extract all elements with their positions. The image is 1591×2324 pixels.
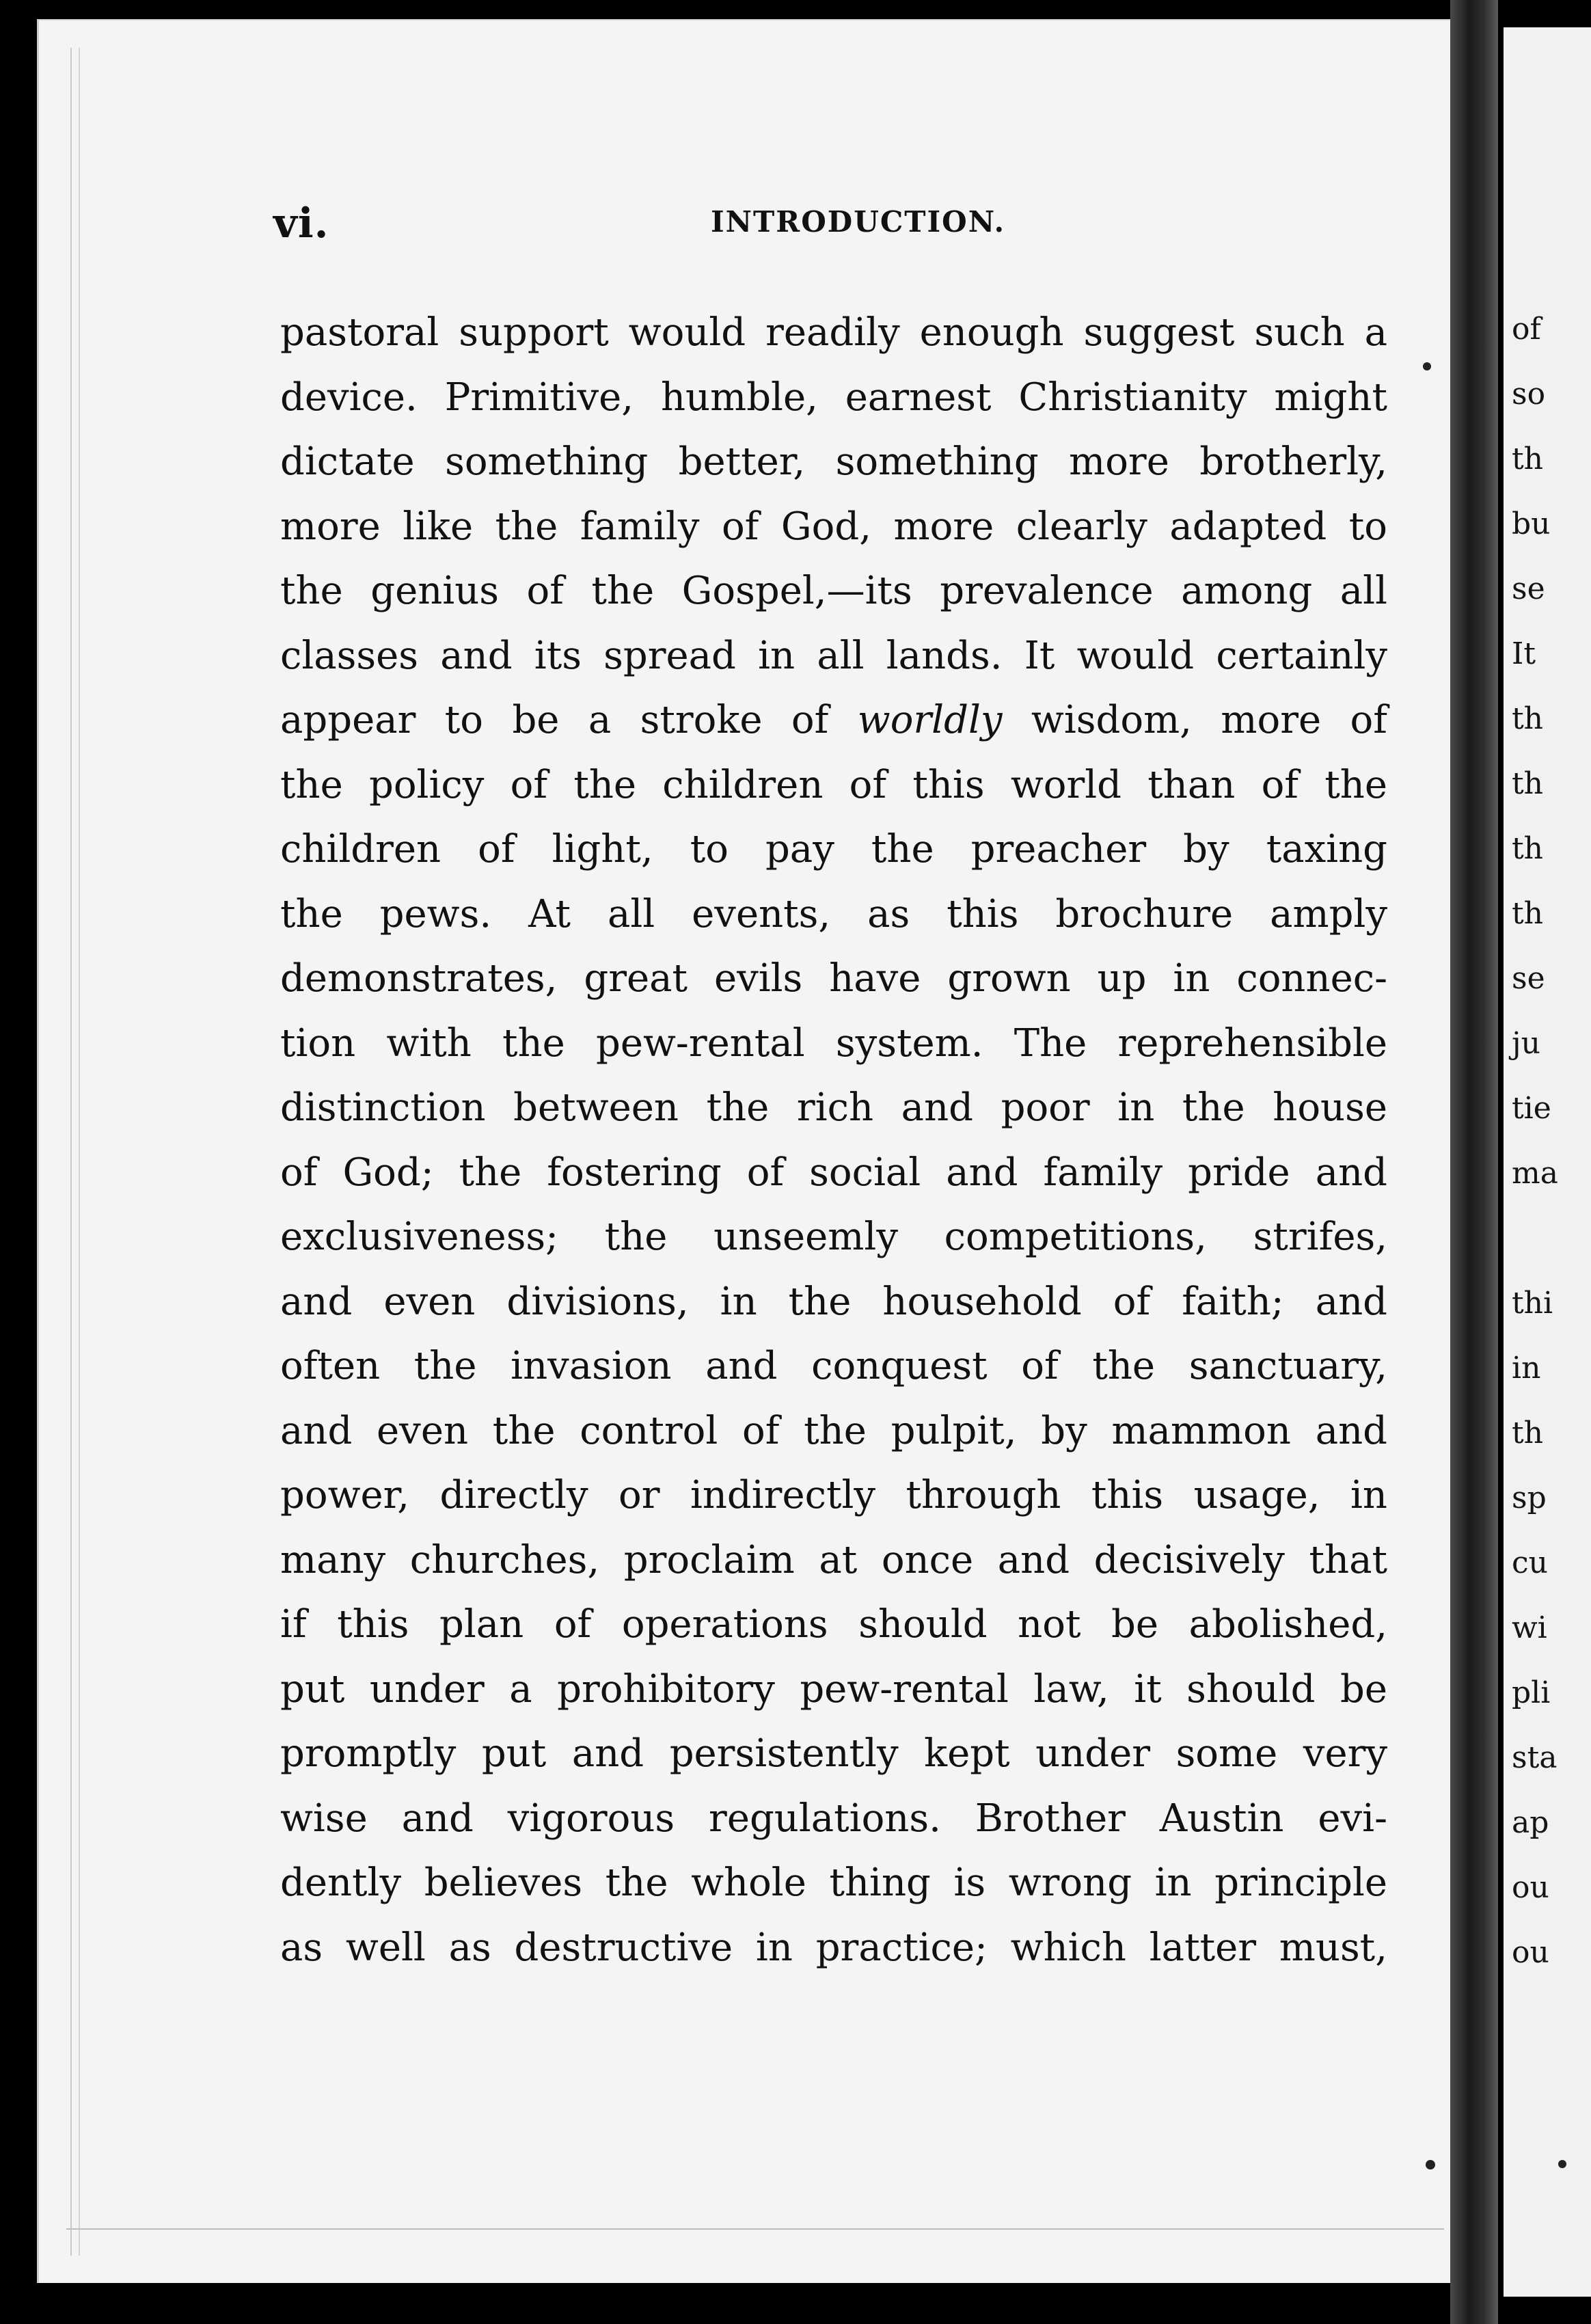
text-line: more like the family of God, more clearly adapted to (280, 504, 1387, 549)
text-line: wise and vigorous regulations. Brother Austin evi- (280, 1796, 1387, 1841)
facing-text-fragment: sta (1512, 1740, 1558, 1775)
text-line: pastoral support would readily enough suggest such a (280, 310, 1387, 355)
facing-page (1504, 27, 1591, 2297)
facing-text-fragment: ma (1512, 1156, 1558, 1191)
facing-text-fragment: ap (1512, 1805, 1549, 1840)
text-line: classes and its spread in all lands. It would certainly (280, 633, 1387, 678)
page-edge-rule (79, 48, 80, 2256)
text-line: exclusiveness; the unseemly competitions, strifes, (280, 1215, 1387, 1259)
facing-text-fragment: ju (1512, 1026, 1540, 1061)
facing-text-fragment: ou (1512, 1870, 1549, 1905)
text-line: as well as destructive in practice; which latter must, (280, 1925, 1387, 1970)
facing-text-fragment: sp (1512, 1481, 1547, 1515)
text-line: power, directly or indirectly through this usage, in (280, 1473, 1387, 1517)
facing-text-fragment: th (1512, 1416, 1544, 1450)
facing-text-fragment: th (1512, 766, 1544, 801)
text-line: and even divisions, in the household of faith; and (280, 1279, 1387, 1324)
text-line: tion with the pew-rental system. The reprehensible (280, 1021, 1387, 1066)
text-line: many churches, proclaim at once and decisively that (280, 1537, 1387, 1582)
text-line: often the invasion and conquest of the sanctuary, (280, 1344, 1387, 1388)
text-line: dently believes the whole thing is wrong in principle (280, 1861, 1387, 1905)
scan-speck (1423, 362, 1431, 370)
emphasized-word: worldly (857, 698, 1003, 742)
facing-text-fragment: se (1512, 961, 1545, 996)
facing-text-fragment: thi (1512, 1286, 1553, 1321)
text-line: and even the control of the pulpit, by mammon and (280, 1408, 1387, 1453)
text-line: children of light, to pay the preacher by taxing (280, 827, 1387, 871)
body-text (280, 301, 1387, 1980)
text-line (280, 688, 1387, 753)
facing-text-fragment: th (1512, 442, 1544, 476)
facing-text-fragment: so (1512, 377, 1546, 411)
text-line: put under a prohibitory pew-rental law, it should be (280, 1666, 1387, 1712)
facing-text-fragment: cu (1512, 1545, 1548, 1580)
text-line: if this plan of operations should not be abolished, (280, 1602, 1387, 1647)
page-edge-rule (70, 48, 72, 2256)
text-line: demonstrates, great evils have grown up in connec- (280, 956, 1387, 1001)
text-line: the policy of the children of this world than of the (280, 762, 1387, 807)
text-line: the genius of the Gospel,—its prevalence among all (280, 569, 1387, 613)
book-gutter (1450, 0, 1498, 2324)
running-head: INTRODUCTION. (711, 205, 1006, 239)
facing-text-fragment: th (1512, 701, 1544, 736)
text-line: distinction between the rich and poor in the house (280, 1085, 1387, 1130)
facing-text-fragment: ou (1512, 1935, 1549, 1970)
text-run: wisdom, more of (1002, 698, 1387, 742)
text-line: dictate something better, something more brotherly, (280, 440, 1387, 484)
facing-text-fragment: in (1512, 1351, 1541, 1386)
text-line: of God; the fostering of social and family pride and (280, 1150, 1387, 1195)
text-line: the pews. At all events, as this brochure amply (280, 891, 1387, 936)
facing-text-fragment: pli (1512, 1675, 1551, 1710)
facing-text-fragment: bu (1512, 506, 1551, 541)
facing-text-fragment: tie (1512, 1091, 1551, 1126)
facing-text-fragment: th (1512, 896, 1544, 931)
facing-text-fragment: wi (1512, 1610, 1547, 1645)
facing-text-fragment: of (1512, 312, 1541, 347)
facing-text-fragment: It (1512, 636, 1536, 671)
text-run: appear to be a stroke of (280, 698, 858, 742)
text-line: device. Primitive, humble, earnest Christianity might (280, 375, 1387, 420)
page-bottom-rule (66, 2228, 1444, 2230)
page-number: vi. (273, 200, 329, 247)
facing-text-fragment: se (1512, 571, 1545, 606)
scan-speck (1558, 2160, 1566, 2168)
scan-speck (1426, 2160, 1435, 2170)
text-line: promptly put and persistently kept under some very (280, 1731, 1387, 1776)
facing-text-fragment: th (1512, 831, 1544, 866)
